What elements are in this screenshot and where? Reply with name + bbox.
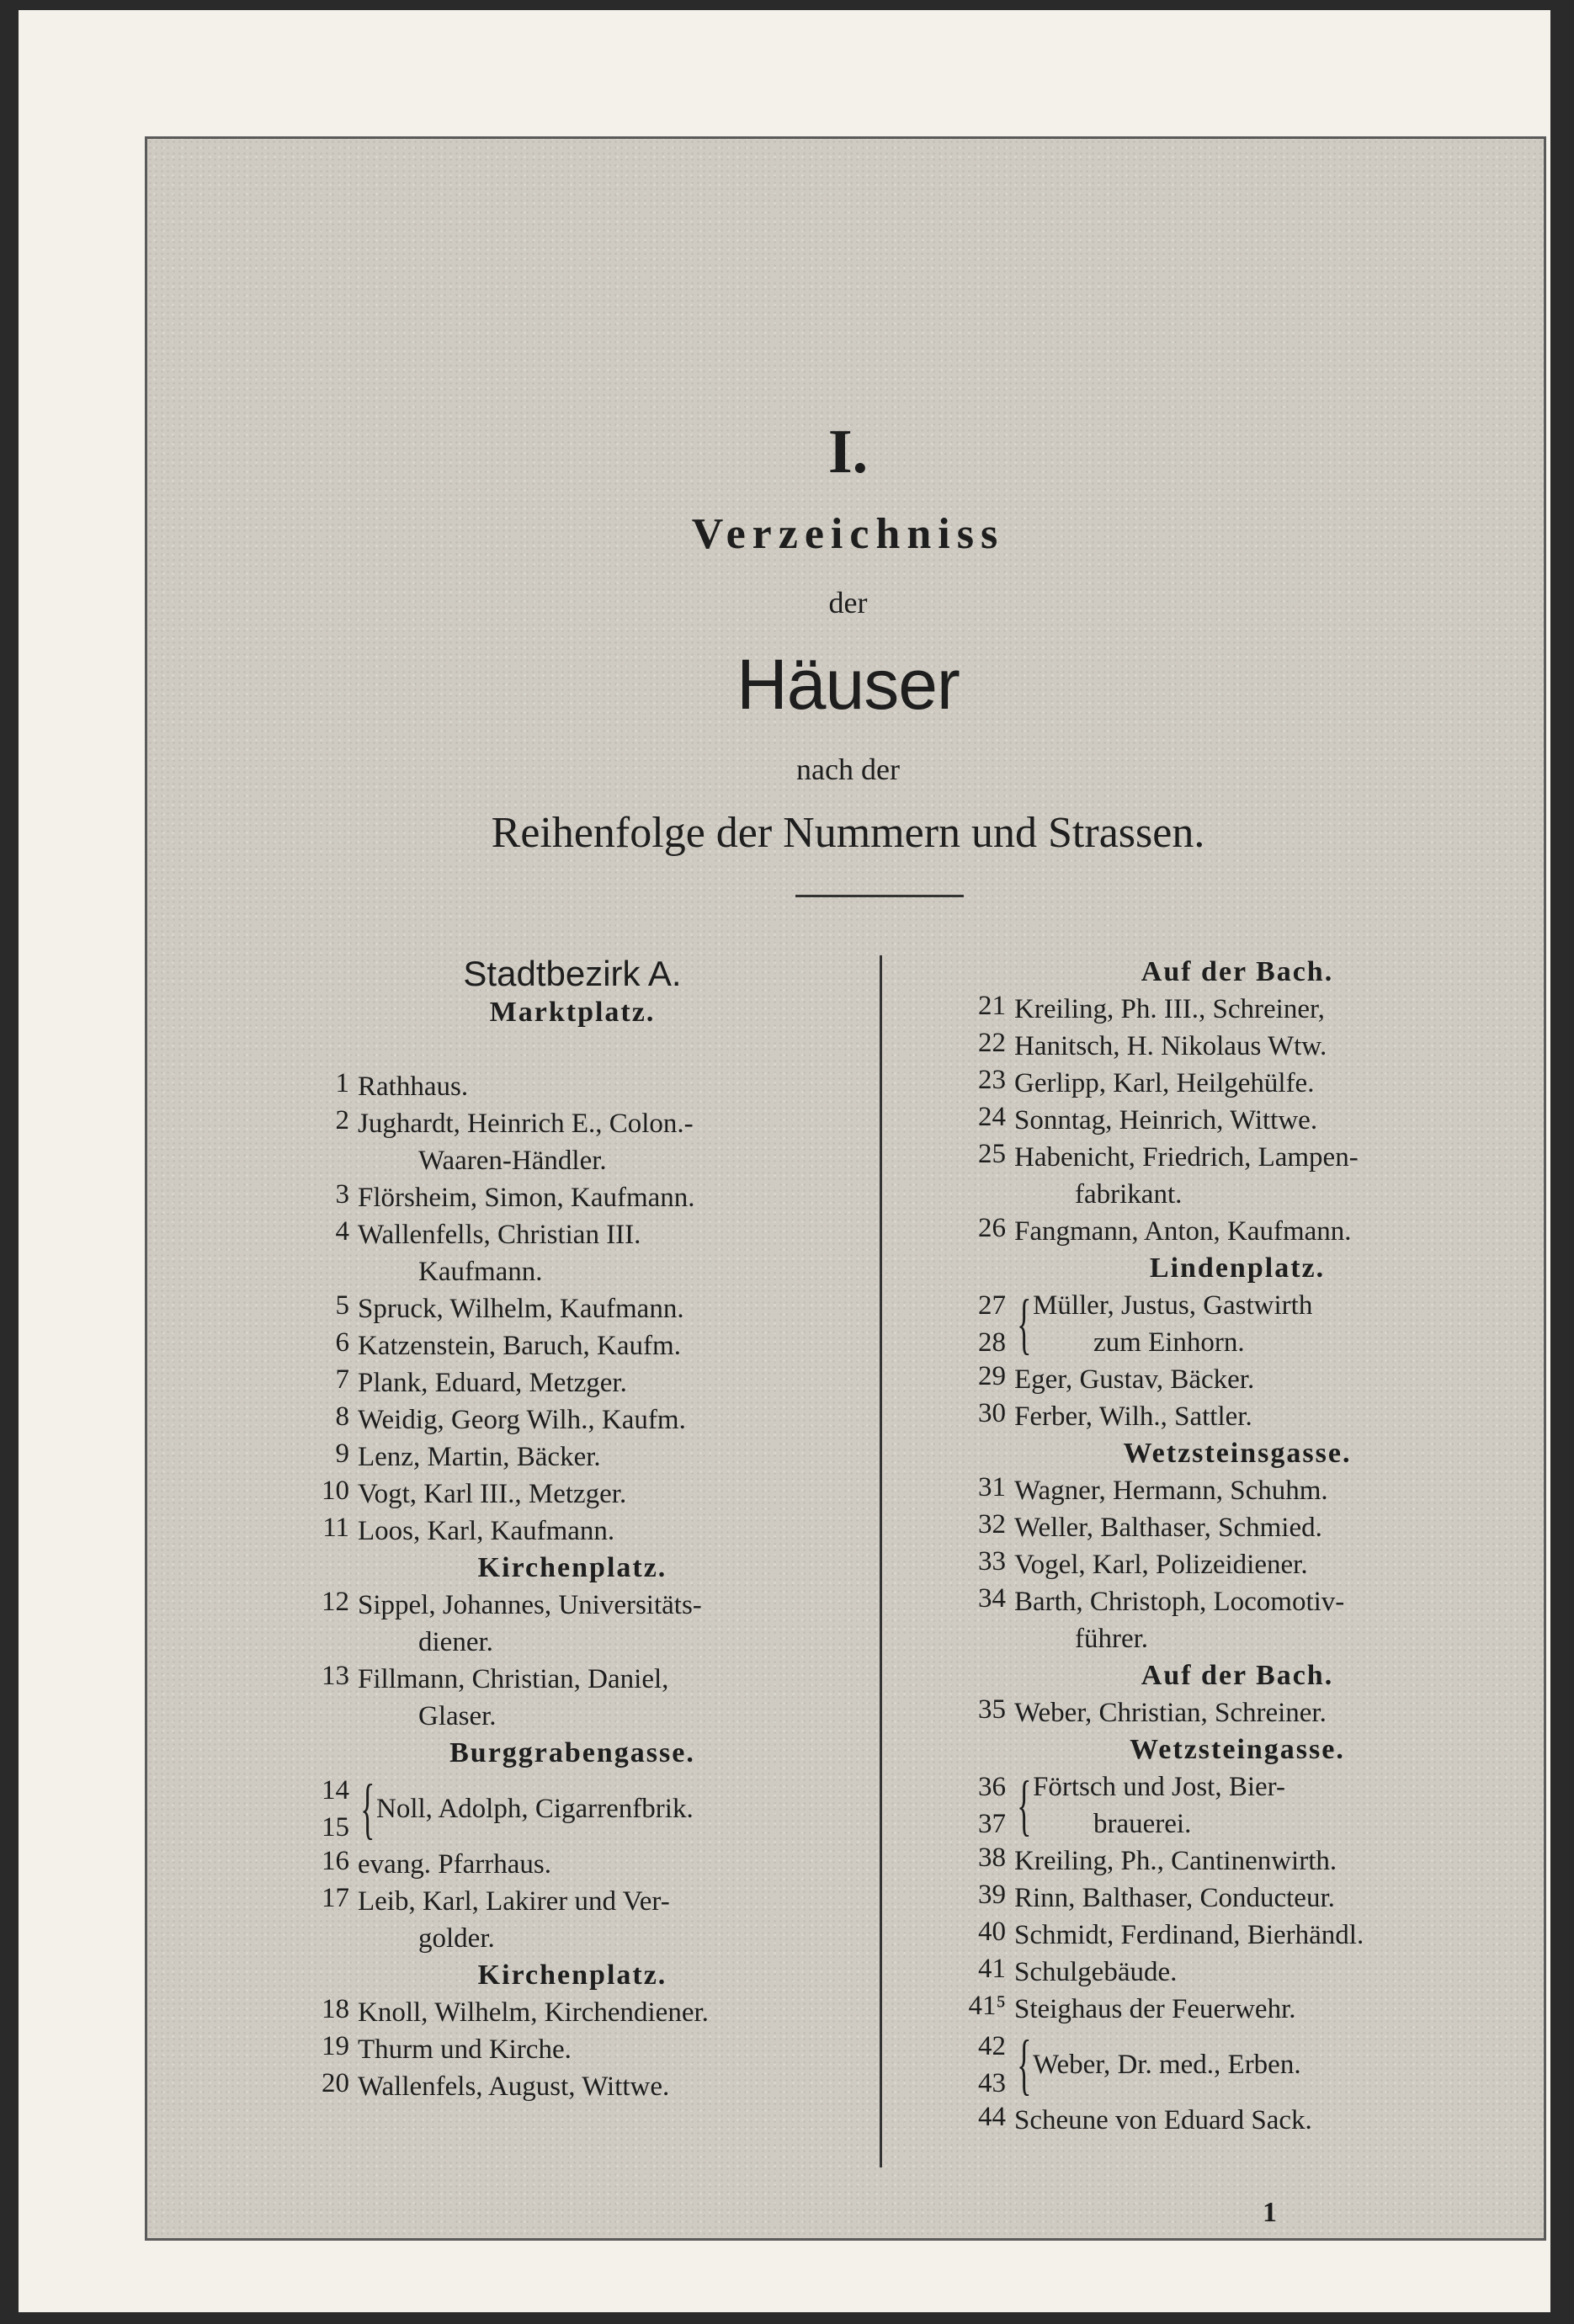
- list-item: 31 Wagner, Hermann, Schuhm.: [978, 1472, 1328, 1506]
- brace-icon: {: [1017, 1768, 1032, 1843]
- list-item: 21 Kreiling, Ph. III., Schreiner,: [978, 991, 1325, 1024]
- list-item: 7 Plank, Eduard, Metzger.: [335, 1364, 627, 1398]
- list-item: 29 Eger, Gustav, Bäcker.: [978, 1361, 1255, 1395]
- right-column: [934, 954, 1540, 2139]
- printed-page: [145, 136, 1546, 2241]
- list-item-group: 36 37 { Förtsch und Jost, Bier- brauerei.: [978, 1768, 1285, 1843]
- list-item: 4 Wallenfells, Christian III. Kaufmann.: [335, 1216, 641, 1287]
- page-title: Verzeichniss: [691, 510, 1005, 558]
- chapter-numeral: I.: [827, 417, 869, 487]
- list-item: 8 Weidig, Georg Wilh., Kaufm.: [335, 1401, 686, 1435]
- title-subject: Häuser: [736, 645, 960, 724]
- list-item: 38 Kreiling, Ph., Cantinenwirth.: [978, 1843, 1337, 1876]
- page-number: 1: [1263, 2197, 1277, 2228]
- list-item: 17 Leib, Karl, Lakirer und Ver- golder.: [322, 1883, 670, 1954]
- list-item: 18 Knoll, Wilhelm, Kirchendiener.: [322, 1994, 709, 2028]
- street-heading: Kirchenplatz.: [477, 1960, 667, 1991]
- list-item: 20 Wallenfels, August, Wittwe.: [322, 2068, 670, 2102]
- title-rule: [795, 895, 964, 897]
- list-item: 3 Flörsheim, Simon, Kaufmann.: [335, 1179, 695, 1213]
- list-item: 32 Weller, Balthaser, Schmied.: [978, 1509, 1322, 1543]
- brace-icon: {: [1017, 2028, 1032, 2102]
- street-heading: Wetzsteinsgasse.: [1123, 1438, 1352, 1469]
- list-item: 13 Fillmann, Christian, Daniel, Glaser.: [322, 1661, 669, 1731]
- list-item: 12 Sippel, Johannes, Universitäts- diener.: [322, 1587, 702, 1657]
- list-item: 10 Vogt, Karl III., Metzger.: [322, 1476, 627, 1509]
- list-item: 5 Spruck, Wilhelm, Kaufmann.: [335, 1290, 684, 1324]
- list-item: 39 Rinn, Balthaser, Conducteur.: [978, 1880, 1335, 1913]
- list-item: 40 Schmidt, Ferdinand, Bierhändl.: [978, 1917, 1364, 1950]
- list-item: 44 Scheune von Eduard Sack.: [978, 2102, 1312, 2135]
- list-item: 9 Lenz, Martin, Bäcker.: [335, 1439, 601, 1472]
- list-item: 1 Rathhaus.: [335, 1068, 469, 1102]
- list-item: 33 Vogel, Karl, Polizeidiener.: [978, 1546, 1308, 1580]
- brace-icon: {: [360, 1772, 375, 1846]
- left-column: [278, 954, 867, 2105]
- column-divider: [880, 955, 882, 2167]
- list-item-group: 42 43 { Weber, Dr. med., Erben.: [978, 2028, 1301, 2102]
- street-heading: Burggrabengasse.: [449, 1737, 695, 1768]
- list-item: 26 Fangmann, Anton, Kaufmann.: [978, 1213, 1352, 1247]
- list-item: 41 Schulgebäude.: [978, 1954, 1178, 1987]
- list-item: 22 Hanitsch, H. Nikolaus Wtw.: [978, 1028, 1327, 1061]
- district-heading: Stadtbezirk A.: [463, 954, 682, 993]
- street-heading: Wetzsteingasse.: [1130, 1734, 1345, 1765]
- list-item: 2 Jughardt, Heinrich E., Colon.- Waaren-Händler.: [335, 1105, 694, 1176]
- street-heading: Auf der Bach.: [1141, 1660, 1334, 1691]
- street-heading: Auf der Bach.: [1141, 956, 1334, 987]
- list-item-group: 14 15 { Noll, Adolph, Cigarrenfbrik.: [322, 1772, 694, 1846]
- street-heading: Kirchenplatz.: [477, 1552, 667, 1583]
- street-heading: Marktplatz.: [489, 997, 656, 1028]
- list-item: 34 Barth, Christoph, Locomotiv- führer.: [978, 1583, 1345, 1654]
- list-item: 41⁵ Steighaus der Feuerwehr.: [968, 1991, 1296, 2024]
- list-item: 16 evang. Pfarrhaus.: [322, 1846, 552, 1880]
- brace-icon: {: [1017, 1287, 1032, 1361]
- list-item-group: 27 28 { Müller, Justus, Gastwirth zum Einhorn.: [978, 1287, 1313, 1361]
- list-item: 24 Sonntag, Heinrich, Wittwe.: [978, 1102, 1318, 1135]
- list-item: 23 Gerlipp, Karl, Heilgehülfe.: [978, 1065, 1315, 1098]
- paper-sheet: [19, 10, 1550, 2312]
- title-nach: nach der: [796, 753, 900, 786]
- title-der: der: [828, 586, 868, 620]
- list-item: 11 Loos, Karl, Kaufmann.: [322, 1513, 615, 1546]
- list-item: 6 Katzenstein, Baruch, Kaufm.: [335, 1327, 681, 1361]
- page-subtitle: Reihenfolge der Nummern und Strassen.: [491, 809, 1205, 857]
- list-item: 30 Ferber, Wilh., Sattler.: [978, 1398, 1252, 1432]
- street-heading: Lindenplatz.: [1149, 1252, 1326, 1284]
- list-item: 19 Thurm und Kirche.: [322, 2031, 572, 2065]
- list-item: 25 Habenicht, Friedrich, Lampen- fabrikant.: [978, 1139, 1359, 1210]
- list-item: 35 Weber, Christian, Schreiner.: [978, 1694, 1327, 1728]
